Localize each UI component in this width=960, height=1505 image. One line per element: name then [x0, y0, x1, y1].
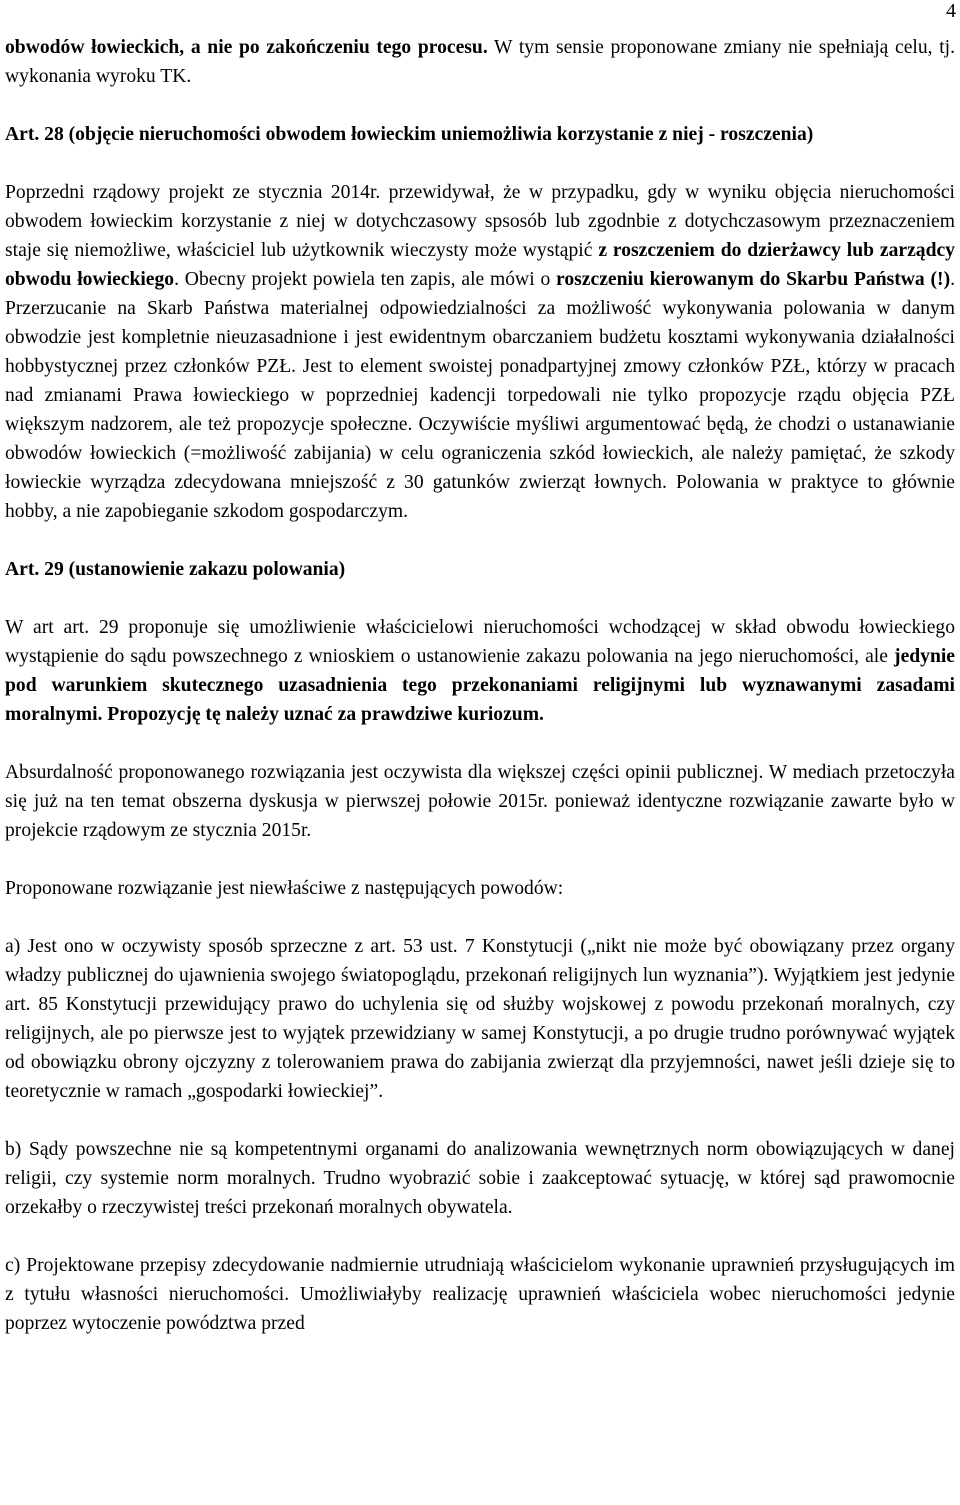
- heading-text: Art. 29 (ustanowienie zakazu polowania): [5, 559, 346, 580]
- heading-art-28: [5, 120, 955, 149]
- reason-c: [5, 1251, 955, 1338]
- text: a) Jest ono w oczywisty sposób sprzeczne z art. 53 ust. 7 Konstytucji („nikt nie może być obowiązany przez organy władzy publicznej do ujawnienia swojego światopoglądu, przekonań religijnych lun wyznania”). Wyjątkiem jest jedynie art. 85 Konstytucji przewidujący prawo do uchylenia się od służby wojskowej z powodu przekonań moralnych, czy religijnych, ale po pierwsze jest to wyjątek przewidziany w samej Konstytucji, a po drugie trudno porównywać wyjątek od obowiązku obrony ojczyzny z tolerowaniem prawa do zabijania zwierząt dla przyjemności, nawet jeśli dzieje się to teoretycznie w ramach „gospodarki łowieckiej”.: [5, 936, 955, 1102]
- reason-b: [5, 1135, 955, 1222]
- heading-text: Art. 28 (objęcie nieruchomości obwodem łowieckim uniemożliwia korzystanie z niej - roszczenia): [5, 124, 814, 145]
- heading-art-29: [5, 555, 955, 584]
- page-number: 4: [946, 0, 956, 22]
- document-body: [5, 33, 955, 1338]
- reason-a: [5, 932, 955, 1106]
- text: . Przerzucanie na Skarb Państwa materialnej odpowiedzialności za możliwość wykonywania polowania w danym obwodzie jest kompletnie nieuzasadnione i jest ewidentnym obarczaniem budżetu kosztami wykonywania działalności hobbystycznej przez członków PZŁ. Jest to element swoistej ponadpartyjnej zmowy członków PZŁ, którzy w pracach nad zmianami Prawa łowieckiego w poprzedniej kadencji torpedowali nie tylko propozycje rządu objęcia PZŁ większym nadzorem, ale też propozycje społeczne. Oczywiście myśliwi argumentować będą, że chodzi o ustanawianie obwodów łowieckich (=możliwość zabijania) w celu ograniczenia szkód łowieckich, ale należy pamiętać, że szkody łowieckie wyrządza zdecydowana mniejszość z 30 gatunków zwierząt łownych. Polowania w praktyce to głównie hobby, a nie zapobieganie szkodom gospodarczym.: [5, 269, 955, 522]
- bold-text: z roszczeniem do dzierżawcy lub zarządcy obwodu łowieckiego: [5, 240, 955, 290]
- text: b) Sądy powszechne nie są kompetentnymi organami do analizowania wewnętrznych norm obowiązujących w danej religii, czy systemie norm moralnych. Trudno wyobrazić sobie i zaakceptować sytuację, w której sąd prawomocnie orzekałby o rzeczywistej treści przekonań moralnych obywatela.: [5, 1139, 955, 1218]
- bold-text: jedynie pod warunkiem skutecznego uzasadnienia tego przekonaniami religijnymi lub wyznawanymi zasadami moralnymi. Propozycję tę należy uznać za prawdziwe kuriozum.: [5, 646, 955, 725]
- paragraph-tk-judgment: [5, 33, 955, 91]
- bold-text: obwodów łowieckich, a nie po zakończeniu tego procesu.: [5, 37, 488, 58]
- text: Poprzedni rządowy projekt ze stycznia 2014r. przewidywał, że w przypadku, gdy w wyniku objęcia nieruchomości obwodem łowieckim korzystanie z niej w dotychczasowy spsosób lub zgodnbie z dotychczasowym przeznaczeniem staje się niemożliwe, właściciel lub użytkownik wieczysty może wystąpić: [5, 182, 955, 261]
- paragraph-reasons-intro: [5, 874, 955, 903]
- text: W art art. 29 proponuje się umożliwienie właścicielowi nieruchomości wchodzącej w skład obwodu łowieckiego wystąpienie do sądu powszechnego z wnioskiem o ustanowienie zakazu polowania na jego nieruchomości, ale: [5, 617, 955, 667]
- bold-text: roszczeniu kierowanym do Skarbu Państwa (!): [556, 269, 951, 290]
- paragraph-art-28-body: [5, 178, 955, 526]
- text: c) Projektowane przepisy zdecydowanie nadmiernie utrudniają właścicielom wykonanie uprawnień przysługujących im z tytułu własności nieruchomości. Umożliwiałyby realizację uprawnień właściciela wobec nieruchomości jedynie poprzez wytoczenie powództwa przed: [5, 1255, 955, 1334]
- text: Absurdalność proponowanego rozwiązania jest oczywista dla większej części opinii publicznej. W mediach przetoczyła się już na ten temat obszerna dyskusja w pierwszej połowie 2015r. ponieważ identyczne rozwiązanie zawarte było w projekcie rządowym ze stycznia 2015r.: [5, 762, 955, 841]
- text: . Obecny projekt powiela ten zapis, ale mówi o: [174, 269, 557, 290]
- paragraph-art-29-body: [5, 613, 955, 729]
- text: Proponowane rozwiązanie jest niewłaściwe z następujących powodów:: [5, 878, 564, 899]
- paragraph-absurdity: [5, 758, 955, 845]
- text: W tym sensie proponowane zmiany nie spełniają celu, tj. wykonania wyroku TK.: [5, 37, 955, 87]
